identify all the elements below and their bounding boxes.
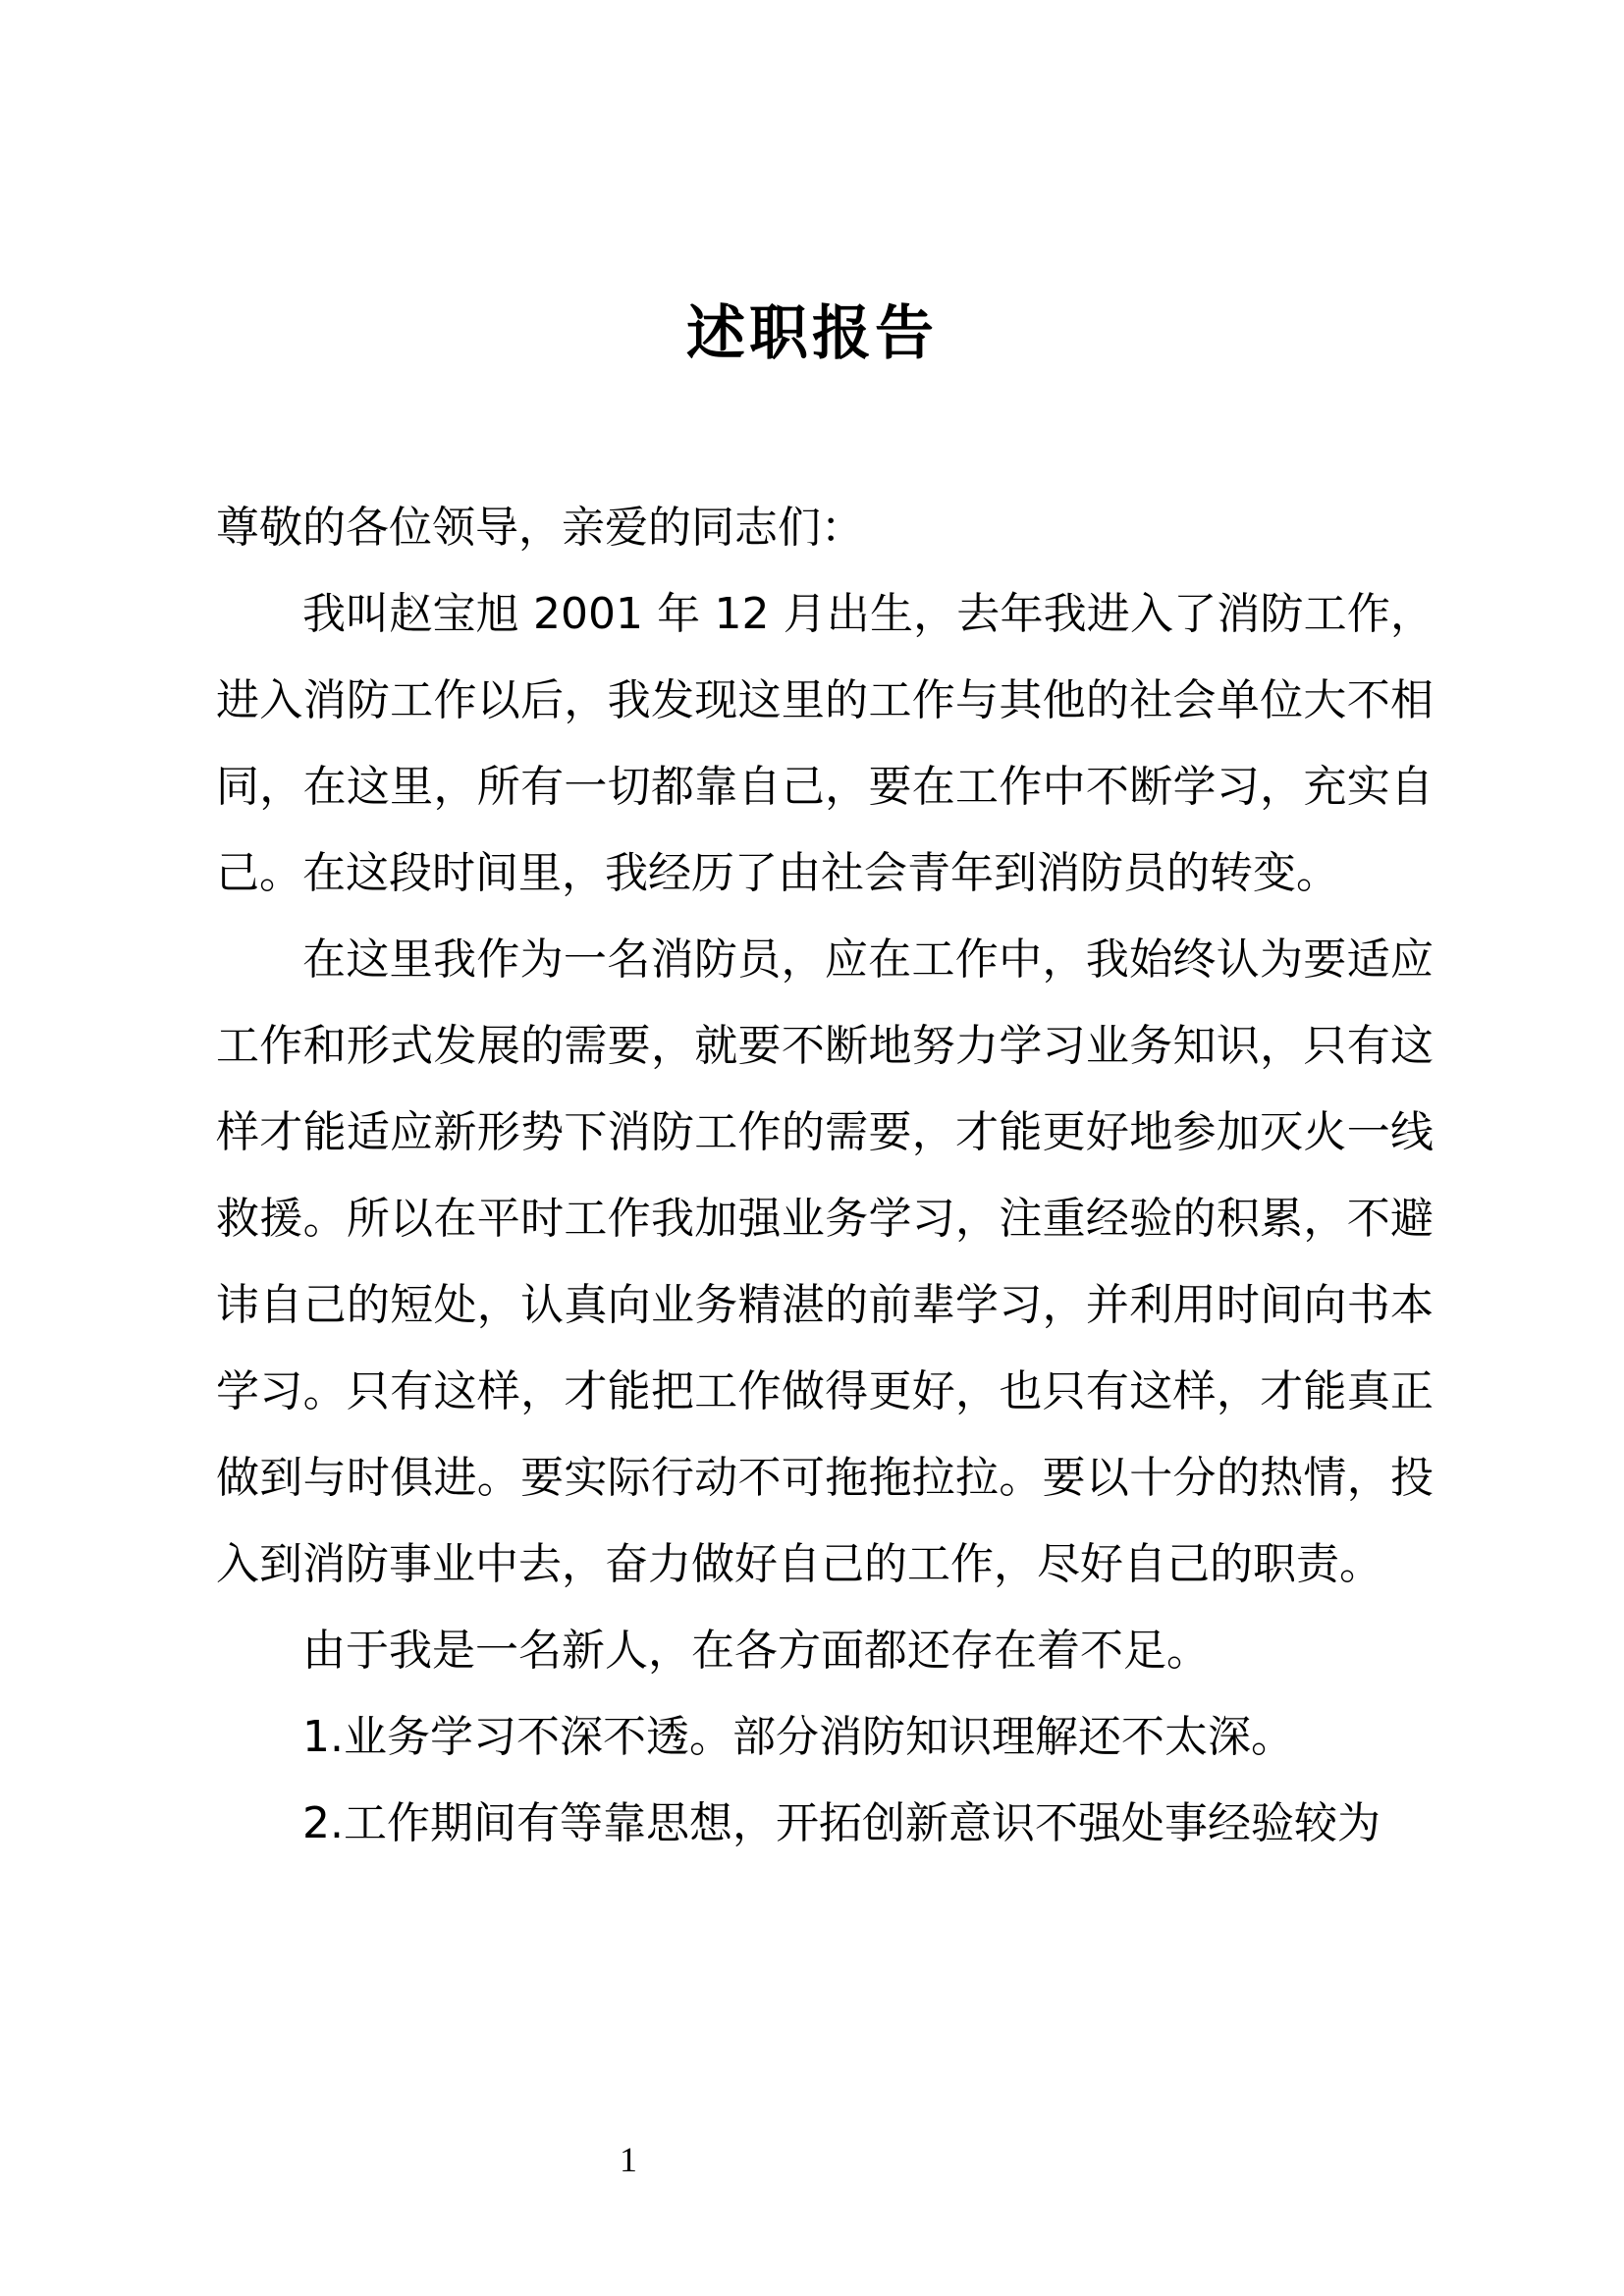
page-number: 1	[620, 2140, 637, 2179]
document-body	[216, 485, 1434, 1867]
list-item-2: 2.工作期间有等靠思想，开拓创新意识不强处事经验较为	[302, 1798, 1380, 1848]
paragraph-study: 在这里我作为一名消防员，应在工作中，我始终认为要适应工作和形式发展的需要，就要不断地努力学习业务知识，只有这样才能适应新形势下消防工作的需要，才能更好地参加灭火一线救援。所以在平时工作我加强业务学习，注重经验的积累，不避讳自己的短处，认真向业务精湛的前辈学习，并利用时间向书本学习。只有这样，才能把工作做得更好，也只有这样，才能真正做到与时俱进。要实际行动不可拖拖拉拉。要以十分的热情，投入到消防事业中去，奋力做好自己的工作，尽好自己的职责。	[216, 934, 1434, 1589]
paragraph-shortcomings: 由于我是一名新人，在各方面都还存在着不足。	[302, 1626, 1210, 1676]
paragraph-intro: 我叫赵宝旭 2001 年 12 月出生，去年我进入了消防工作，进入消防工作以后，我发现这里的工作与其他的社会单位大不相同，在这里，所有一切都靠自己，要在工作中不断学习，充实自己。在这段时间里，我经历了由社会青年到消防员的转变。	[216, 589, 1434, 898]
list-item-1: 1.业务学习不深不透。部分消防知识理解还不太深。	[302, 1712, 1294, 1762]
document-title: 述职报告	[686, 299, 938, 368]
salutation: 尊敬的各位领导，亲爱的同志们：	[216, 503, 864, 553]
